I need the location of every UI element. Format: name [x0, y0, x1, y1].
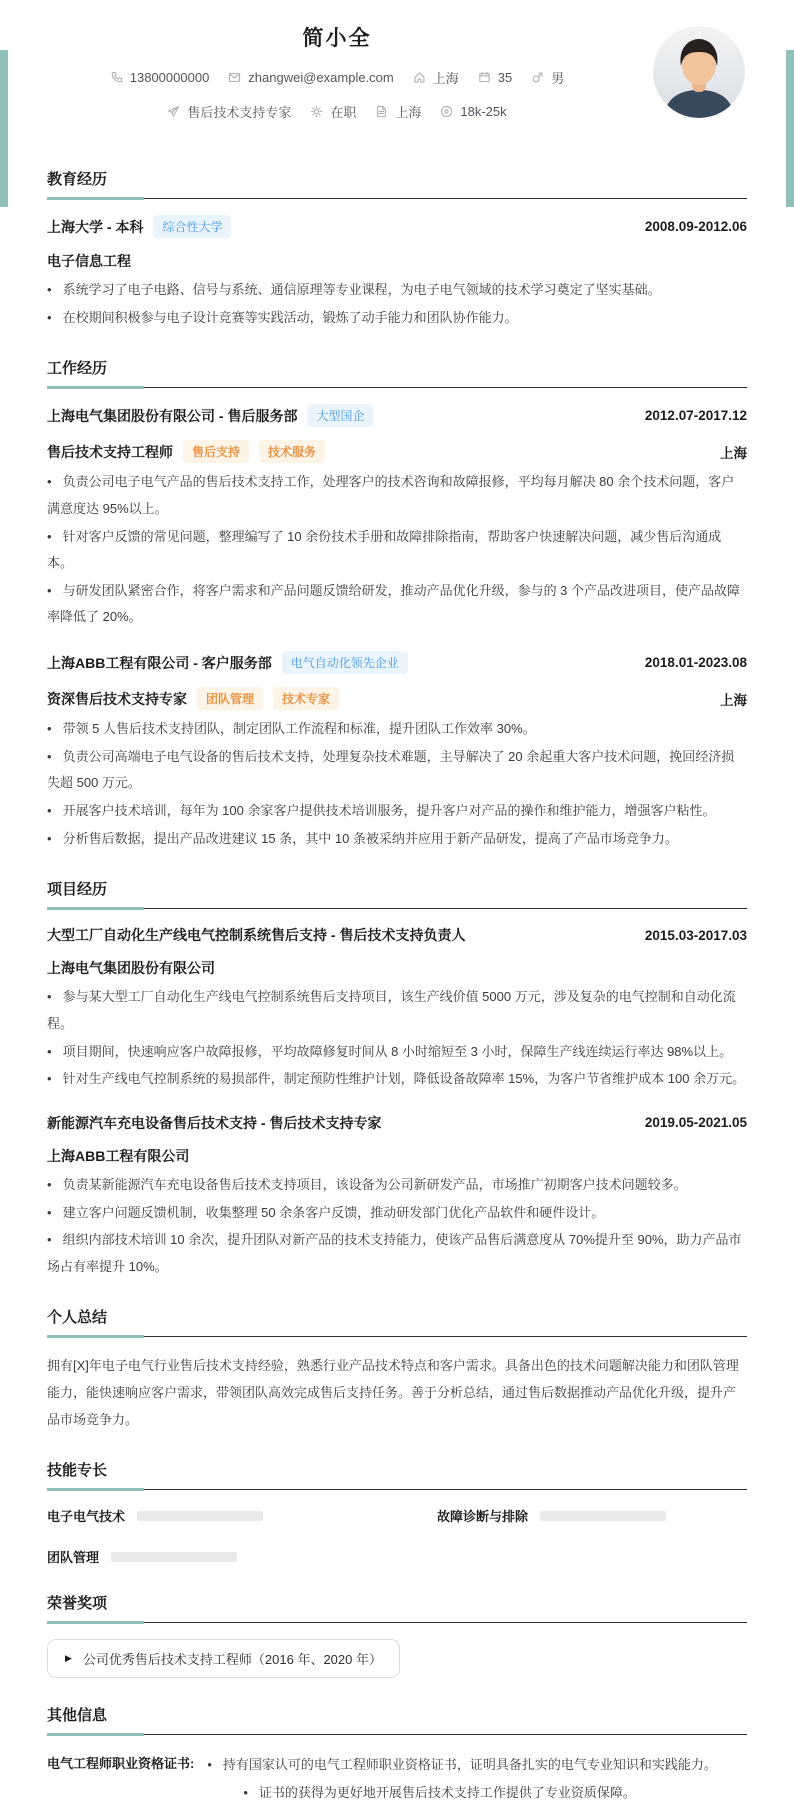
job-status-item [310, 102, 356, 121]
skill-name: 团队管理 [47, 1550, 100, 1566]
company-name: 上海电气集团股份有限公司 - 售后服务部 [47, 407, 298, 424]
education-item [47, 215, 747, 331]
project-name: 大型工厂自动化生产线电气控制系统售后支持 - 售后技术支持负责人 [47, 927, 466, 944]
project-company: 上海电气集团股份有限公司 [47, 960, 215, 977]
section-other [47, 1704, 747, 1807]
section-summary [47, 1306, 747, 1433]
work-bullet: • 负责公司高端电子电气设备的售后技术支持，处理复杂技术难题，主导解决了 20 余起重大客户技术问题，挽回经济损失超 500 万元。 [47, 744, 747, 797]
company-tag: 电气自动化领先企业 [282, 651, 408, 674]
phone-icon [110, 71, 123, 84]
expand-arrow-icon: ▶ [65, 1653, 72, 1664]
work-item [47, 404, 747, 631]
skill-item [47, 1547, 437, 1566]
email-icon [228, 71, 241, 84]
school-name: 上海大学 - 本科 [47, 218, 144, 235]
skill-name: 故障诊断与排除 [437, 1509, 529, 1525]
salary-item [440, 104, 506, 119]
salary-value: 18k-25k [460, 104, 507, 119]
phone-value: 13800000000 [129, 70, 210, 85]
work-date: 2012.07-2017.12 [644, 408, 747, 424]
section-title-projects: 项目经历 [47, 878, 747, 909]
honor-item[interactable] [47, 1639, 400, 1678]
company-tag: 大型国企 [307, 404, 373, 427]
section-honors [47, 1592, 747, 1678]
certificate-bullet: • 证书的获得为更好地开展售后技术支持工作提供了专业资质保障。 [243, 1780, 747, 1807]
work-location: 上海 [720, 445, 747, 461]
skill-item [437, 1506, 747, 1525]
section-title-summary: 个人总结 [47, 1306, 747, 1337]
age-value: 35 [497, 70, 513, 85]
role-name: 资深售后技术支持专家 [47, 690, 187, 707]
certificate-label: 电气工程师职业资格证书: [47, 1756, 195, 1772]
job-status-value: 在职 [330, 105, 357, 120]
certificate-bullet: • 持有国家认可的电气工程师职业资格证书，证明具备扎实的电气专业知识和实践能力。 [207, 1752, 747, 1779]
project-company: 上海ABB工程有限公司 [47, 1147, 190, 1164]
contact-row-1 [47, 68, 627, 87]
location-value: 上海 [432, 71, 459, 86]
resume-header [0, 0, 794, 142]
work-bullet: • 与研发团队紧密合作，将客户需求和产品问题反馈给研发，推动产品优化升级，参与的 3 个产品改进项目，使产品故障率降低了 20%。 [47, 578, 747, 631]
work-city-value: 上海 [395, 105, 422, 120]
work-bullet: • 带领 5 人售后技术支持团队，制定团队工作流程和标准，提升团队工作效率 30%。 [47, 716, 747, 743]
project-bullet: • 项目期间，快速响应客户故障报修，平均故障修复时间从 8 小时缩短至 3 小时，保障生产线连续运行率达 98%以上。 [47, 1039, 747, 1066]
project-date: 2015.03-2017.03 [644, 927, 747, 943]
age-icon [478, 71, 491, 84]
work-city-item [375, 102, 421, 121]
education-bullet: • 系统学习了电子电路、信号与系统、通信原理等专业课程，为电子电气领域的技术学习奠定了坚实基础。 [47, 277, 747, 304]
skill-bar [111, 1552, 237, 1562]
project-item [47, 1113, 747, 1281]
section-projects [47, 878, 747, 1280]
skill-bar [137, 1511, 263, 1521]
project-date: 2019.05-2021.05 [644, 1115, 747, 1131]
role-tag: 技术服务 [259, 440, 325, 463]
contact-row-2 [47, 102, 627, 121]
project-bullet: • 负责某新能源汽车充电设备售后技术支持项目，该设备为公司新研发产品，市场推广初期客户技术问题较多。 [47, 1172, 747, 1199]
gender-item [531, 68, 564, 87]
major-name: 电子信息工程 [47, 253, 131, 269]
section-education [47, 168, 747, 331]
skill-bar [540, 1511, 666, 1521]
work-bullet: • 分析售后数据，提出产品改进建议 15 条，其中 10 条被采纳并应用于新产品研发，提高了产品市场竞争力。 [47, 826, 747, 853]
work-bullet: • 负责公司电子电气产品的售后技术支持工作，处理客户的技术咨询和故障报修，平均每月解决 80 余个技术问题，客户满意度达 95%以上。 [47, 469, 747, 522]
work-date: 2018.01-2023.08 [644, 655, 747, 671]
work-bullet: • 开展客户技术培训，每年为 100 余家客户提供技术培训服务，提升客户对产品的操作和维护能力，增强客户粘性。 [47, 798, 747, 825]
skill-item [47, 1506, 437, 1525]
gear-icon [310, 105, 323, 118]
phone-item [110, 70, 210, 85]
summary-text: 拥有[X]年电子电气行业售后技术支持经验，熟悉行业产品技术特点和客户需求。具备出色的技术问题解决能力和团队管理能力，能快速响应客户需求，带领团队高效完成售后支持任务。善于分析总结，通过售后数据推动产品优化升级，提升产品市场竞争力。 [47, 1358, 739, 1427]
section-skills [47, 1459, 747, 1566]
role-name: 售后技术支持工程师 [47, 443, 173, 460]
job-title-value: 售后技术支持专家 [187, 105, 292, 120]
email-value: zhangwei@example.com [248, 70, 394, 85]
education-date: 2008.09-2012.06 [644, 219, 747, 234]
home-icon [413, 71, 426, 84]
project-bullet: • 针对生产线电气控制系统的易损部件，制定预防性维护计划，降低设备故障率 15%，为客户节省维护成本 100 余万元。 [47, 1066, 747, 1093]
age-item [478, 70, 512, 85]
company-name: 上海ABB工程有限公司 - 客户服务部 [47, 654, 272, 671]
section-title-skills: 技能专长 [47, 1459, 747, 1490]
work-bullet: • 针对客户反馈的常见问题，整理编写了 10 余份技术手册和故障排除指南，帮助客户快速解决问题，减少售后沟通成本。 [47, 524, 747, 577]
project-item [47, 925, 747, 1093]
section-title-work: 工作经历 [47, 357, 747, 388]
email-item [228, 70, 393, 85]
candidate-name: 简小全 [302, 27, 372, 50]
gender-value: 男 [551, 71, 565, 86]
location-item [413, 68, 459, 87]
section-title-honors: 荣誉奖项 [47, 1592, 747, 1623]
section-title-other: 其他信息 [47, 1704, 747, 1735]
profile-photo [653, 26, 745, 118]
skill-name: 电子电气技术 [47, 1509, 126, 1525]
paper-plane-icon [167, 105, 180, 118]
role-tag: 技术专家 [273, 687, 339, 710]
job-title-item [167, 102, 291, 121]
school-tag: 综合性大学 [153, 215, 231, 238]
resume-body [0, 168, 794, 1808]
role-tag: 售后支持 [183, 440, 249, 463]
project-bullet: • 参与某大型工厂自动化生产线电气控制系统售后支持项目，该生产线价值 5000 万元，涉及复杂的电气控制和自动化流程。 [47, 984, 747, 1037]
project-name: 新能源汽车充电设备售后技术支持 - 售后技术支持专家 [47, 1114, 382, 1131]
honor-text: 公司优秀售后技术支持工程师（2016 年、2020 年） [82, 1652, 382, 1668]
gender-icon [531, 71, 544, 84]
project-bullet: • 建立客户问题反馈机制，收集整理 50 余条客户反馈，推动研发部门优化产品软件和硬件设计。 [47, 1200, 747, 1227]
section-work [47, 357, 747, 852]
document-icon [375, 105, 388, 118]
work-location: 上海 [720, 692, 747, 708]
education-bullet: • 在校期间积极参与电子设计竞赛等实践活动，锻炼了动手能力和团队协作能力。 [47, 305, 747, 332]
salary-icon [440, 105, 453, 118]
work-item [47, 651, 747, 852]
section-title-education: 教育经历 [47, 168, 747, 199]
project-bullet: • 组织内部技术培训 10 余次，提升团队对新产品的技术支持能力，使该产品售后满意度从 70%提升至 90%，助力产品市场占有率提升 10%。 [47, 1227, 747, 1280]
role-tag: 团队管理 [197, 687, 263, 710]
